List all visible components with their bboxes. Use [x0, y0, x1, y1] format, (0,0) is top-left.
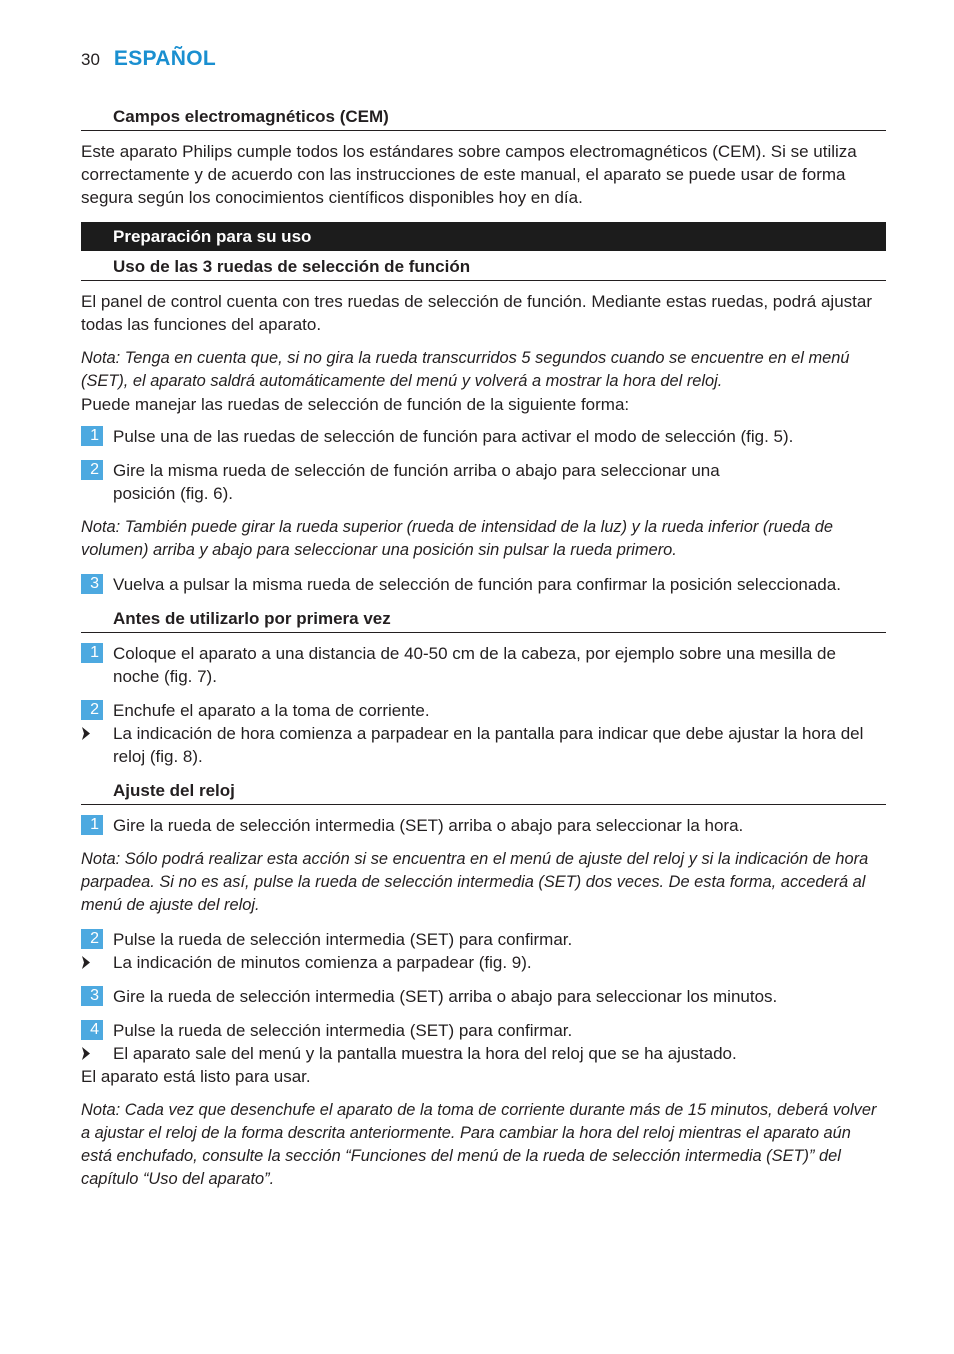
wheels-intro: Puede manejar las ruedas de selección de función de la siguiente forma:	[81, 395, 630, 414]
step-number-badge: 2	[81, 460, 103, 480]
cem-paragraph: Este aparato Philips cumple todos los estándares sobre campos electromagnéticos (CEM). Si se utiliza correctamente y de acuerdo con las instrucciones de este manual, el aparato se puede usar de forma segura según los conocimientos científicos disponibles hoy en día.	[81, 142, 857, 207]
clock-ready-text: El aparato está listo para usar.	[81, 1067, 311, 1086]
first-use-step-2	[81, 699, 886, 722]
step-text: Gire la misma rueda de selección de función arriba o abajo para seleccionar una posición (fig. 6).	[113, 461, 720, 503]
page-content	[81, 105, 886, 1191]
step-text: Gire la rueda de selección intermedia (SET) arriba o abajo para seleccionar los minutos.	[113, 987, 778, 1006]
first-use-step-1	[81, 642, 886, 688]
step-number-badge: 3	[81, 574, 103, 594]
wheels-step-2	[81, 459, 886, 505]
heading-clock: Ajuste del reloj	[81, 779, 886, 805]
page-header	[81, 47, 216, 75]
wheels-paragraph: El panel de control cuenta con tres ruedas de selección de función. Mediante estas ruedas, podrá ajustar todas las funciones del aparato.	[81, 292, 872, 334]
result-arrow-icon	[81, 722, 103, 768]
result-arrow-icon	[81, 951, 103, 974]
clock-note-2: Nota: Cada vez que desenchufe el aparato de la toma de corriente durante más de 15 minutos, deberá volver a ajustar el reloj de la forma descrita anteriormente. Para cambiar la hora del reloj mientras el aparato aún está enchufado, consulte la sección “Funciones del menú de la rueda de selección intermedia (SET)” del capítulo “Uso del aparato”.	[81, 1101, 877, 1188]
step-text: Coloque el aparato a una distancia de 40-50 cm de la cabeza, por ejemplo sobre una mesilla de noche (fig. 7).	[113, 644, 836, 686]
clock-step-1	[81, 814, 886, 837]
clock-result-4	[81, 1042, 886, 1065]
section-bar-preparation: Preparación para su uso	[81, 222, 886, 251]
result-text: La indicación de hora comienza a parpadear en la pantalla para indicar que debe ajustar la hora del reloj (fig. 8).	[113, 724, 864, 766]
step-number-badge: 1	[81, 643, 103, 663]
wheels-note-2: Nota: También puede girar la rueda superior (rueda de intensidad de la luz) y la rueda inferior (rueda de volumen) arriba y abajo para seleccionar una posición sin pulsar la rueda primero.	[81, 518, 833, 559]
first-use-result-2	[81, 722, 886, 768]
step-text: Pulse la rueda de selección intermedia (SET) para confirmar.	[113, 1021, 573, 1040]
step-text: Pulse una de las ruedas de selección de función para activar el modo de selección (fig. 5).	[113, 427, 794, 446]
step-number-badge: 2	[81, 700, 103, 720]
step-text: Vuelva a pulsar la misma rueda de selección de función para confirmar la posición seleccionada.	[113, 575, 841, 594]
step-text: Pulse la rueda de selección intermedia (SET) para confirmar.	[113, 930, 573, 949]
heading-cem: Campos electromagnéticos (CEM)	[81, 105, 886, 131]
step-number-badge: 3	[81, 986, 103, 1006]
wheels-note-1: Nota: Tenga en cuenta que, si no gira la rueda transcurridos 5 segundos cuando se encuentre en el menú (SET), el aparato saldrá automáticamente del menú y volverá a mostrar la hora del reloj.	[81, 349, 850, 390]
wheels-step-1	[81, 425, 886, 448]
step-text: Enchufe el aparato a la toma de corriente.	[113, 701, 430, 720]
clock-step-4	[81, 1019, 886, 1042]
heading-first-use: Antes de utilizarlo por primera vez	[81, 607, 886, 633]
step-number-badge: 2	[81, 929, 103, 949]
heading-wheels: Uso de las 3 ruedas de selección de función	[81, 255, 886, 281]
step-number-badge: 1	[81, 815, 103, 835]
language-title: ESPAÑOL	[113, 47, 216, 70]
result-text: La indicación de minutos comienza a parpadear (fig. 9).	[113, 953, 532, 972]
clock-step-3	[81, 985, 886, 1008]
step-number-badge: 4	[81, 1020, 103, 1040]
clock-note-1: Nota: Sólo podrá realizar esta acción si se encuentra en el menú de ajuste del reloj y si la indicación de hora parpadea. Si no es así, pulse la rueda de selección intermedia (SET) dos veces. De esta forma, accederá al menú de ajuste del reloj.	[81, 850, 869, 914]
step-text: Gire la rueda de selección intermedia (SET) arriba o abajo para seleccionar la hora.	[113, 816, 744, 835]
step-number-badge: 1	[81, 426, 103, 446]
page-number: 30	[81, 50, 100, 69]
result-text: El aparato sale del menú y la pantalla muestra la hora del reloj que se ha ajustado.	[113, 1044, 737, 1063]
result-arrow-icon	[81, 1042, 103, 1065]
clock-result-2	[81, 951, 886, 974]
wheels-step-3	[81, 573, 886, 596]
clock-step-2	[81, 928, 886, 951]
